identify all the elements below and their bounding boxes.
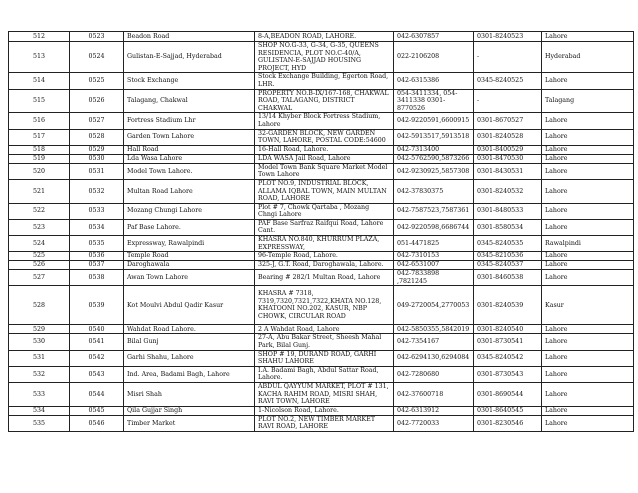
address-cell: SHOP NO.G-33, G-34, G-35, QUEENS RESIDENCIA, PLOT NO.C-40/A, GULISTAN-E-SAJJAD HOUSING PROJECT, HYD [255,42,394,73]
fax-cell: 0301-8400529 [474,145,542,154]
branch-code-cell: 0532 [70,179,124,203]
address-cell: KHASRA NO.840, KHURRUM PLAZA, EXPRESSWAY, [255,236,394,252]
serial-number-cell: 513 [9,42,70,73]
serial-number-cell: 524 [9,236,70,252]
branch-code-cell: 0528 [70,129,124,145]
address-cell: LDA WASA Jail Road, Lahore [255,154,394,163]
branch-code-cell: 0539 [70,286,124,325]
fax-cell: 0345-8240525 [474,73,542,89]
fax-cell: 0345-8240535 [474,236,542,252]
branch-name-cell: Kot Moulvi Abdul Qadir Kasur [124,286,255,325]
branch-code-cell: 0538 [70,270,124,286]
serial-number-cell: 529 [9,325,70,334]
phone-cell: 042-7354167 [394,334,474,350]
fax-cell: 0301-8730543 [474,366,542,382]
address-cell: 16-Hall Road, Lahore. [255,145,394,154]
phone-cell: 042-9220598,6686744 [394,219,474,235]
phone-cell: 042-5762590,5873266 [394,154,474,163]
serial-number-cell: 512 [9,32,70,42]
address-cell: Bearing # 282/1 Multan Road, Lahore [255,270,394,286]
branch-code-cell: 0544 [70,383,124,407]
phone-cell: 042-7720033 [394,415,474,431]
table-row [9,334,634,350]
table-row [9,350,634,366]
branch-name-cell: Ind. Area, Badami Bagh, Lahore [124,366,255,382]
fax-cell: 0301-8430531 [474,163,542,179]
phone-cell: 042-6315386 [394,73,474,89]
address-cell: 27-A, Abu Bakar Street, Sheesh Mahal Park, Bilal Gunj. [255,334,394,350]
city-cell: Talagang [542,89,634,113]
city-cell: Lahore [542,383,634,407]
branch-code-cell: 0543 [70,366,124,382]
branch-name-cell: Garden Town Lahore [124,129,255,145]
fax-cell: 0301-8640545 [474,406,542,415]
branch-code-cell: 0531 [70,163,124,179]
address-cell: KHASRA # 7318, 7319,7320,7321,7322,KHATA NO.128, KHATOONI NO.202, KASUR, NBP CHOWK, CIRCULAR ROAD [255,286,394,325]
phone-cell: 022-2106208 [394,42,474,73]
city-cell: Lahore [542,179,634,203]
city-cell: Lahore [542,325,634,334]
phone-cell: 042-37830375 [394,179,474,203]
city-cell: Lahore [542,73,634,89]
phone-cell: 042-9230925,5857308 [394,163,474,179]
branch-name-cell: Talagang, Chakwal [124,89,255,113]
address-cell: 32-GARDEN BLOCK, NEW GARDEN TOWN, LAHORE, POSTAL CODE:54600 [255,129,394,145]
table-row [9,325,634,334]
fax-cell: 0301-8240528 [474,129,542,145]
branch-code-cell: 0523 [70,32,124,42]
phone-cell: 042-37600718 [394,383,474,407]
branch-name-cell: Beadon Road [124,32,255,42]
branch-code-cell: 0546 [70,415,124,431]
table-row [9,89,634,113]
phone-cell: 051-4471825 [394,236,474,252]
fax-cell: 0345-8210536 [474,252,542,261]
table-row [9,113,634,129]
address-cell: 13/14 Khyber Block Fortress Stadium, Lahore [255,113,394,129]
phone-cell: 042-9220591,6600915 [394,113,474,129]
table-row [9,179,634,203]
city-cell: Lahore [542,113,634,129]
phone-cell: 042-6313912 [394,406,474,415]
fax-cell: 0345-8240542 [474,350,542,366]
address-cell: PLOT NO.9, INDUSTRIAL BLOCK, ALLAMA IQBAL TOWN, MAIN MULTAN ROAD, LAHORE [255,179,394,203]
phone-cell: 042-5913517,5913518 [394,129,474,145]
fax-cell: 0345-8240537 [474,261,542,270]
city-cell: Lahore [542,350,634,366]
serial-number-cell: 525 [9,252,70,261]
fax-cell: 0301-8240523 [474,32,542,42]
phone-cell: 042-6307857 [394,32,474,42]
branch-name-cell: Temple Road [124,252,255,261]
serial-number-cell: 526 [9,261,70,270]
table-row [9,73,634,89]
branch-table [8,31,634,432]
table-row [9,42,634,73]
table-row [9,129,634,145]
city-cell: Rawalpindi [542,236,634,252]
branch-name-cell: Bilal Gunj [124,334,255,350]
branch-code-cell: 0542 [70,350,124,366]
phone-cell: 042-7833898 ,7821245 [394,270,474,286]
branch-code-cell: 0534 [70,219,124,235]
table-row [9,415,634,431]
phone-cell: 042-5850355,5842019 [394,325,474,334]
fax-cell: 0301-8730541 [474,334,542,350]
branch-code-cell: 0529 [70,145,124,154]
serial-number-cell: 527 [9,270,70,286]
city-cell: Lahore [542,129,634,145]
fax-cell: 0301-8670527 [474,113,542,129]
branch-name-cell: Paf Base Lahore. [124,219,255,235]
table-row [9,236,634,252]
city-cell: Lahore [542,32,634,42]
phone-cell: 042-6531007 [394,261,474,270]
phone-cell: 042-6294130,6294084 [394,350,474,366]
phone-cell: 042-7280680 [394,366,474,382]
address-cell: I.A. Badami Bagh, Abdul Sattar Road, Lahore. [255,366,394,382]
branch-code-cell: 0530 [70,154,124,163]
city-cell: Lahore [542,252,634,261]
address-cell: 325-J, G.T. Road, Daroghawala, Lahore. [255,261,394,270]
phone-cell: 042-7310153 [394,252,474,261]
branch-code-cell: 0545 [70,406,124,415]
phone-cell: 042-7587523,7587361 [394,203,474,219]
fax-cell: 0301-8240540 [474,325,542,334]
fax-cell: 0301-8470530 [474,154,542,163]
branch-code-cell: 0527 [70,113,124,129]
address-cell: ABDUL QAYYUM MARKET, PLOT # 131, KACHA RAHIM ROAD, MISRI SHAH, RAVI TOWN, LAHORE [255,383,394,407]
serial-number-cell: 515 [9,89,70,113]
fax-cell: 0301-8690544 [474,383,542,407]
table-row [9,286,634,325]
table-row [9,261,634,270]
table-row [9,219,634,235]
serial-number-cell: 514 [9,73,70,89]
address-cell: 1-Nicolson Road, Lahore. [255,406,394,415]
phone-cell: 049-2720054,2770053 [394,286,474,325]
branch-name-cell: Hall Road [124,145,255,154]
city-cell: Lahore [542,154,634,163]
serial-number-cell: 535 [9,415,70,431]
phone-cell: 054-3411334, 054-3411338 0301-8770526 [394,89,474,113]
branch-table-body [9,32,634,432]
fax-cell: 0301-8240532 [474,179,542,203]
table-row [9,383,634,407]
branch-code-cell: 0541 [70,334,124,350]
branch-name-cell: Awan Town Lahore [124,270,255,286]
serial-number-cell: 516 [9,113,70,129]
table-row [9,203,634,219]
serial-number-cell: 521 [9,179,70,203]
branch-code-cell: 0536 [70,252,124,261]
branch-name-cell: Qila Gujjar Singh [124,406,255,415]
city-cell: Lahore [542,334,634,350]
address-cell: SHOP # 19, DURAND ROAD, GARHI SHAHU LAHORE [255,350,394,366]
city-cell: Lahore [542,203,634,219]
city-cell: Lahore [542,163,634,179]
serial-number-cell: 519 [9,154,70,163]
branch-name-cell: Gulistan-E-Sajjad, Hyderabad [124,42,255,73]
table-row [9,270,634,286]
address-cell: PROPERTY NO.B-IX/167-168, CHAKWAL ROAD, TALAGANG, DISTRICT CHAKWAL [255,89,394,113]
fax-cell: - [474,42,542,73]
branch-name-cell: Expressway, Rawalpindi [124,236,255,252]
city-cell: Lahore [542,406,634,415]
address-cell: 96-Temple Road, Lahore. [255,252,394,261]
branch-name-cell: Model Town Lahore. [124,163,255,179]
serial-number-cell: 528 [9,286,70,325]
fax-cell: 0301-8580534 [474,219,542,235]
city-cell: Hyderabad [542,42,634,73]
branch-name-cell: Misri Shah [124,383,255,407]
city-cell: Lahore [542,145,634,154]
serial-number-cell: 523 [9,219,70,235]
fax-cell: 0301-8240539 [474,286,542,325]
branch-name-cell: Wahdat Road Lahore. [124,325,255,334]
branch-name-cell: Stock Exchange [124,73,255,89]
address-cell: Model Town Bank Square Market Model Town Lahore [255,163,394,179]
fax-cell: 0301-8230546 [474,415,542,431]
branch-name-cell: Fortress Stadium Lhr [124,113,255,129]
table-row [9,145,634,154]
branch-code-cell: 0526 [70,89,124,113]
city-cell: Lahore [542,366,634,382]
branch-name-cell: Daroghawala [124,261,255,270]
table-row [9,406,634,415]
serial-number-cell: 518 [9,145,70,154]
branch-name-cell: Garhi Shahu, Lahore [124,350,255,366]
branch-name-cell: Timber Market [124,415,255,431]
table-row [9,32,634,42]
table-row [9,366,634,382]
branch-code-cell: 0535 [70,236,124,252]
address-cell: Stock Exchange Building, Egerton Road, LHR. [255,73,394,89]
branch-name-cell: Mozang Chungi Lahore [124,203,255,219]
fax-cell: 0301-8460538 [474,270,542,286]
branch-code-cell: 0537 [70,261,124,270]
city-cell: Lahore [542,270,634,286]
branch-code-cell: 0524 [70,42,124,73]
serial-number-cell: 534 [9,406,70,415]
table-row [9,154,634,163]
address-cell: PLOT NO.2, NEW TIMBER MARKET RAVI ROAD, LAHORE [255,415,394,431]
serial-number-cell: 517 [9,129,70,145]
table-row [9,252,634,261]
address-cell: 8-A,BEADON ROAD, LAHORE. [255,32,394,42]
serial-number-cell: 530 [9,334,70,350]
phone-cell: 042-7313400 [394,145,474,154]
city-cell: Lahore [542,219,634,235]
fax-cell: - [474,89,542,113]
serial-number-cell: 533 [9,383,70,407]
serial-number-cell: 531 [9,350,70,366]
serial-number-cell: 520 [9,163,70,179]
serial-number-cell: 522 [9,203,70,219]
city-cell: Kasur [542,286,634,325]
branch-code-cell: 0540 [70,325,124,334]
address-cell: 2 A Wahdat Road, Lahore [255,325,394,334]
branch-name-cell: Multan Road Lahore [124,179,255,203]
branch-code-cell: 0533 [70,203,124,219]
branch-code-cell: 0525 [70,73,124,89]
fax-cell: 0301-8480533 [474,203,542,219]
address-cell: Plot # 7, Chowk Qartaba , Mozang Chngi Lahore [255,203,394,219]
address-cell: PAF Base Sarfraz Raifqui Road, Lahore Cant. [255,219,394,235]
table-row [9,163,634,179]
branch-name-cell: Lda Wasa Lahore [124,154,255,163]
serial-number-cell: 532 [9,366,70,382]
city-cell: Lahore [542,415,634,431]
city-cell: Lahore [542,261,634,270]
